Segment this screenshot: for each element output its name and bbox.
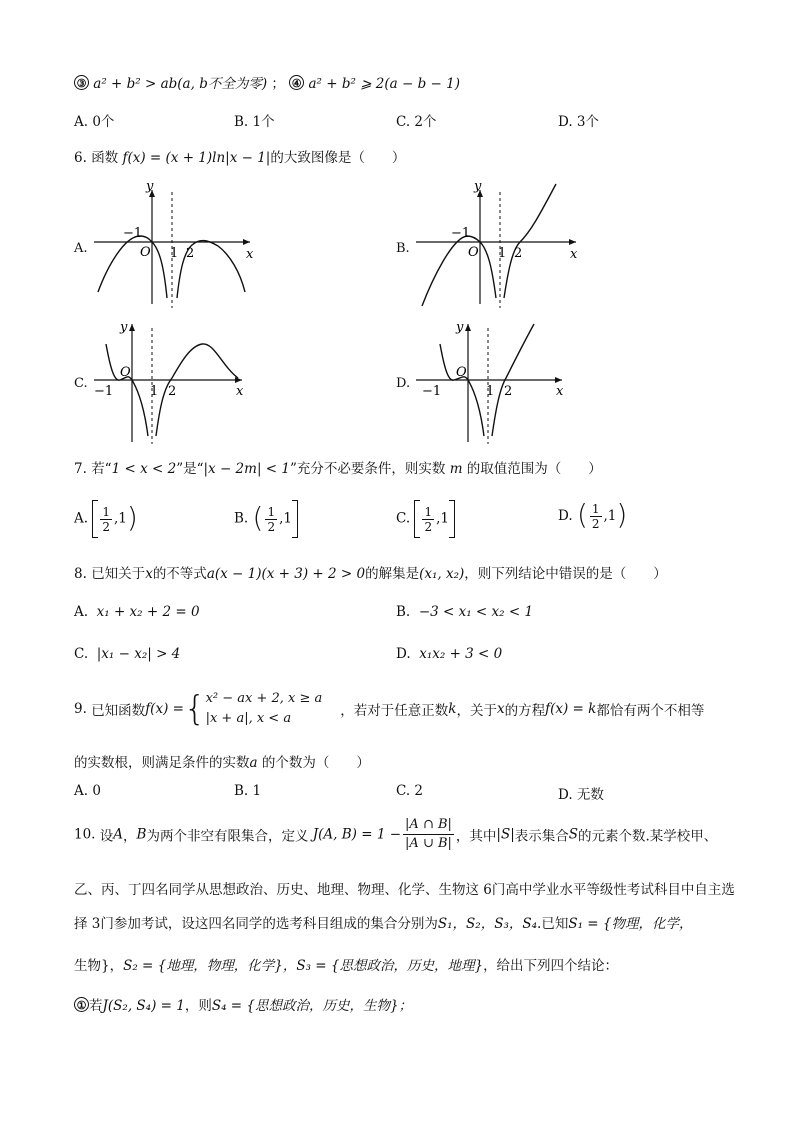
q9-stem-mid: ，若对于任意正数 <box>340 703 449 719</box>
q8-option-c[interactable] <box>74 646 180 662</box>
q10-s2: S₂ = {地理，物理，化学}， <box>123 958 297 974</box>
q9-option-d[interactable]: D. 无数 <box>558 787 604 803</box>
tick-1: 1 <box>150 384 159 399</box>
left-paren: ( <box>252 500 264 534</box>
marker-4: ④ <box>289 75 304 90</box>
left-paren: ( <box>576 498 588 531</box>
q10-line4b: ，给出下列四个结论： <box>483 958 619 974</box>
x-arrow <box>243 239 250 245</box>
q7-option-c[interactable] <box>396 500 455 538</box>
marker-1: ① <box>74 997 89 1012</box>
q9-line2-text: 的实数根，则满足条件的实数 <box>74 755 250 771</box>
q10-p1d: 表示集合 <box>514 828 569 845</box>
tick-1: 1 <box>170 246 179 261</box>
y-label: y <box>474 180 482 194</box>
q10-S: S <box>568 826 579 843</box>
q7-option-b-label: B. <box>234 510 249 527</box>
x-arrow <box>235 377 242 383</box>
origin-label: O <box>120 365 131 380</box>
tick-2: 2 <box>186 246 195 261</box>
q7-option-a-rest: ,1 <box>113 510 127 527</box>
q8-var: x <box>145 566 153 582</box>
tick-neg1: −1 <box>422 384 442 399</box>
q10-line4 <box>74 954 618 974</box>
q9-k: k <box>448 701 457 717</box>
right-paren: ) <box>616 498 628 531</box>
q10-s1: S₁ = {物理，化学， <box>568 916 693 932</box>
q6-graph-a[interactable] <box>90 180 270 310</box>
q10-c1: J(S₂, S₄) = 1 <box>102 998 185 1014</box>
q6-option-b-label[interactable]: B. <box>396 241 410 256</box>
tick-1: 1 <box>498 246 507 261</box>
q9-option-c[interactable]: C. 2 <box>396 783 424 799</box>
q10-conclusion-1 <box>74 994 412 1014</box>
y-arrow <box>465 324 471 331</box>
origin-label: O <box>140 245 151 260</box>
right-bracket <box>292 500 298 538</box>
fraction: $\frac{1}{2}$ <box>591 502 600 531</box>
q6-graph-c[interactable] <box>90 316 270 446</box>
q7-option-d-label: D. <box>558 508 573 524</box>
q7-option-a[interactable] <box>74 500 138 538</box>
tick-2: 2 <box>514 246 523 261</box>
q10-p1b: 为两个非空有限集合，定义 <box>146 828 309 845</box>
text: |x₁ − x₂| > 4 <box>96 646 181 662</box>
q7-var: m <box>449 461 463 477</box>
x-label: x <box>236 384 244 399</box>
q5-option-a[interactable]: A. 0个 <box>74 114 115 130</box>
q9-option-b[interactable]: B. 1 <box>234 783 262 799</box>
y-label: y <box>456 320 464 335</box>
text: −3 < x₁ < x₂ < 1 <box>418 604 534 620</box>
q6-function: f(x) = (x + 1)ln|x − 1| <box>122 150 271 166</box>
q7-option-d-rest: ,1 <box>603 508 617 524</box>
q6-graph-d[interactable] <box>412 316 592 446</box>
q10-c1c: S₄ = {思想政治，历史，生物}； <box>211 998 413 1014</box>
y-arrow <box>129 324 135 331</box>
q10-c1a: 若 <box>89 998 103 1014</box>
tick-1: 1 <box>486 384 495 399</box>
q6-option-a-label[interactable]: A. <box>74 241 88 256</box>
fraction: $\frac{1}{2}$ <box>102 504 110 534</box>
q8-stem-end: ，则下列结论中错误的是（ ） <box>464 566 667 582</box>
q7-option-b-rest: ,1 <box>279 510 292 527</box>
tick-neg1: −1 <box>94 384 114 399</box>
q10-line3a: 择 3门参加考试，设这四名同学的选考科目组成的集合分别为 <box>74 916 438 932</box>
label: B. <box>396 604 411 620</box>
q9-func: f(x) = <box>145 701 184 717</box>
q7-option-a-label: A. <box>74 510 89 527</box>
statement-4: a² + b² ⩾ 2(a − b − 1) <box>308 76 460 92</box>
q8-stem-prefix: 已知关于 <box>91 566 146 582</box>
right-paren: ) <box>126 500 138 534</box>
q6-stem-prefix: 函数 <box>91 150 119 166</box>
q5-option-c[interactable]: C. 2个 <box>396 114 437 130</box>
tick-2: 2 <box>168 384 177 399</box>
q9-stem-end: 都恰有两个不相等 <box>596 703 705 719</box>
label: D. <box>396 646 411 662</box>
q10-number: 10. <box>74 826 96 843</box>
q7-option-d[interactable] <box>558 500 627 533</box>
q7-option-c-rest: ,1 <box>436 510 449 527</box>
right-bracket <box>449 500 455 538</box>
q10-p1e: 的元素个数.某学校甲、 <box>578 828 718 845</box>
q9-x: x <box>496 701 505 717</box>
fraction: $\frac{1}{2}$ <box>267 504 276 534</box>
q10-s3: S₃ = {思想政治，历史，地理} <box>296 958 484 974</box>
fraction: $\frac{1}{2}$ <box>424 504 433 534</box>
q8-number: 8. <box>74 566 87 582</box>
q8-option-d[interactable] <box>396 646 502 662</box>
x-arrow <box>555 377 562 383</box>
q5-statements-line <box>74 72 460 92</box>
left-bracket <box>92 500 98 538</box>
q10-A: A <box>113 826 124 843</box>
x-label: x <box>246 247 254 262</box>
q10-p1a: 设 <box>99 828 114 845</box>
case-2: |x + a|, x < a <box>205 711 292 726</box>
q10-line4a: 生物}， <box>74 958 124 974</box>
q9-line2 <box>74 751 370 771</box>
q8-option-a[interactable] <box>74 604 200 620</box>
q5-option-b[interactable]: B. 1个 <box>234 114 275 130</box>
q9-a: a <box>249 755 258 771</box>
label: C. <box>74 646 89 662</box>
q9-stem-mid2: ，关于 <box>456 703 497 719</box>
q5-option-d[interactable]: D. 3个 <box>558 114 600 130</box>
q6-option-c-label[interactable]: C. <box>74 376 88 391</box>
origin-label: O <box>456 365 467 380</box>
q10-line1 <box>74 816 717 853</box>
q6-option-d-label[interactable]: D. <box>396 376 411 391</box>
q9-stem <box>74 689 704 729</box>
piecewise-cases <box>206 689 323 729</box>
numerator: |A ∩ B| <box>403 816 454 835</box>
q10-p1c: ，其中 <box>455 828 497 845</box>
q10-line2: 乙、丙、丁四名同学从思想政治、历史、地理、物理、化学、生物这 6门高中学业水平等级性考试科目中自主选 <box>74 882 735 898</box>
y-label: y <box>120 320 128 335</box>
q7-stem-prefix: 若“ <box>91 461 112 477</box>
q7-cond1: 1 < x < 2 <box>111 461 177 477</box>
marker-3: ③ <box>74 75 89 90</box>
q10-comma: ， <box>123 828 137 845</box>
q7-number: 7. <box>74 461 87 477</box>
q10-sets-list: S₁，S₂，S₃，S₄ <box>437 916 538 932</box>
q7-stem <box>74 457 602 477</box>
q7-stem-mid: ”是“ <box>176 461 204 477</box>
origin-label: O <box>468 245 479 260</box>
q7-cond2: |x − 2m| < 1 <box>203 461 290 477</box>
case-1: x² − ax + 2, x ≥ a <box>205 691 323 706</box>
q10-B: B <box>136 826 147 843</box>
q9-option-a[interactable]: A. 0 <box>74 783 101 799</box>
x-label: x <box>556 384 564 399</box>
tick-neg1: −1 <box>123 226 143 241</box>
q9-stem-mid3: 的方程 <box>504 703 546 719</box>
q8-interval: (x₁, x₂) <box>419 566 465 582</box>
q8-stem-mid: 的不等式 <box>152 566 207 582</box>
q8-stem <box>74 562 667 582</box>
separator: ； <box>271 76 285 92</box>
q9-number: 9. <box>74 701 87 717</box>
q10-definition: J(A, B) = 1 − <box>312 826 402 843</box>
tick-neg1: −1 <box>451 226 471 241</box>
q8-stem-mid2: 的解集是 <box>365 566 420 582</box>
denominator: |A ∪ B| <box>405 836 452 851</box>
x-arrow <box>569 239 576 245</box>
q7-stem-suffix: ”充分不必要条件，则实数 <box>289 461 446 477</box>
text: x₁ + x₂ + 2 = 0 <box>96 604 200 620</box>
label: A. <box>74 604 89 620</box>
statement-3: a² + b² > ab(a, b不全为零) <box>93 76 268 92</box>
q7-option-c-label: C. <box>396 510 411 527</box>
q9-equation: f(x) = k <box>545 701 597 717</box>
x-label: x <box>570 247 578 262</box>
q9-line2-end: 的个数为（ ） <box>261 755 370 771</box>
q10-line3 <box>74 912 692 932</box>
piecewise-brace: { <box>183 689 206 729</box>
left-bracket <box>414 500 420 538</box>
text: x₁x₂ + 3 < 0 <box>419 646 503 662</box>
q6-stem <box>74 146 405 166</box>
curve <box>422 184 556 306</box>
q8-inequality: a(x − 1)(x + 3) + 2 > 0 <box>206 566 366 582</box>
q6-stem-suffix: 的大致图像是（ ） <box>270 150 406 166</box>
q6-number: 6. <box>74 150 87 166</box>
tick-2: 2 <box>504 384 513 399</box>
q8-option-b[interactable] <box>396 604 533 620</box>
q7-option-b[interactable] <box>234 500 298 538</box>
q10-S-abs: |S| <box>496 826 515 843</box>
q10-line3b: .已知 <box>537 916 569 932</box>
q10-fraction <box>403 816 454 853</box>
q9-stem-prefix: 已知函数 <box>91 703 146 719</box>
q7-stem-end: 的取值范围为（ ） <box>466 461 602 477</box>
y-label: y <box>146 180 154 194</box>
q6-graph-b[interactable] <box>412 180 592 310</box>
q10-c1b: ，则 <box>184 998 212 1014</box>
